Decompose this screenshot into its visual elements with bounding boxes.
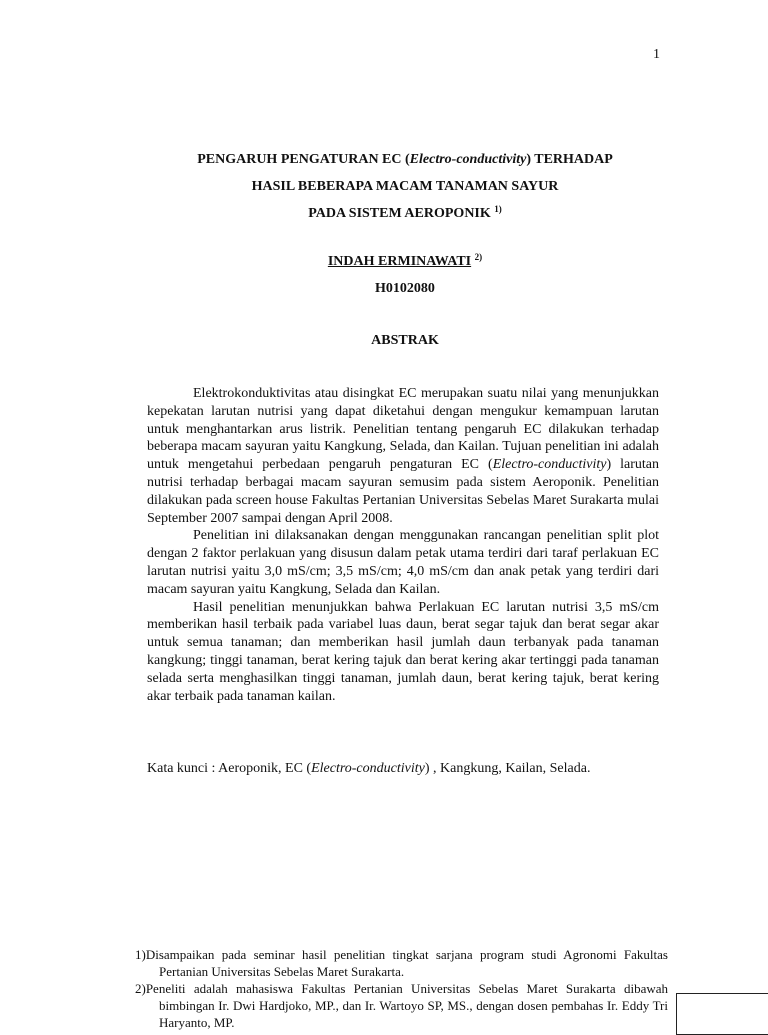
title-line-1-italic: Electro-conductivity	[409, 152, 527, 167]
title-footnote-marker: 1)	[494, 204, 502, 214]
abstract-heading: ABSTRAK	[371, 333, 439, 348]
footnotes	[135, 946, 668, 1031]
abstract-paragraph-1-text-a: Elektrokonduktivitas atau disingkat EC merupakan suatu nilai yang menunjukkan kepekatan larutan nutrisi yang dapat diketahui dengan mengukur kemampuan larutan untuk menghantarkan arus listrik. Penelitian tentang pengaruh EC dilakukan terhadap beberapa macam sayuran yaitu Kangkung, Selada, dan Kailan. Tujuan penelitian ini adalah untuk mengetahui perbedaan pengaruh pengaturan EC (	[147, 386, 659, 473]
abstract-paragraph-2: Penelitian ini dilaksanakan dengan menggunakan rancangan penelitian split plot dengan 2 faktor perlakuan yang disusun dalam petak utama terdiri dari taraf perlakuan EC larutan nutrisi yaitu 3,0 mS/cm; 3,5 mS/cm; 4,0 mS/cm dan anak petak yang terdiri dari macam sayuran yaitu Kangkung, Selada dan Kailan.	[147, 528, 659, 597]
title-line-1	[120, 146, 690, 173]
student-id: H0102080	[375, 281, 435, 296]
abstract-paragraph-1	[147, 385, 659, 527]
author-block	[120, 252, 690, 272]
keywords-text-b: ) , Kangkung, Kailan, Selada.	[424, 761, 591, 776]
keywords-italic: Electro-conductivity	[311, 761, 425, 776]
title-line-1-text-a: PENGARUH PENGATURAN EC (	[197, 152, 410, 167]
abstract-paragraph-1-italic: Electro-conductivity	[492, 457, 607, 473]
title-line-3	[120, 200, 690, 227]
abstract-paragraph-1-text-b: ) larutan nutrisi terhadap berbagai macam sayuran semusim pada sistem Aeroponik. Penelitian dilakukan pada screen house Fakultas Pertanian Universitas Sebelas Maret Surakarta mulai September 2007 sampai dengan April 2008.	[147, 457, 660, 526]
keywords	[147, 761, 667, 777]
abstract-body	[147, 385, 659, 705]
abstract-paragraph-3: Hasil penelitian menunjukkan bahwa Perlakuan EC larutan nutrisi 3,5 mS/cm memberikan hasil terbaik pada variabel luas daun, berat segar tajuk dan berat segar akar untuk semua tanaman; dan memberikan hasil jumlah daun terbanyak pada tanaman kangkung; tinggi tanaman, berat kering tajuk dan berat kering akar tertinggi pada tanaman selada serta menghasilkan tinggi tanaman, jumlah daun, berat kering tajuk, berat kering akar terbaik pada tanaman kailan.	[147, 599, 659, 704]
footnote-2: 2)Peneliti adalah mahasiswa Fakultas Pertanian Universitas Sebelas Maret Surakarta dibawah bimbingan Ir. Dwi Hardjoko, MP., dan Ir. Wartoyo SP, MS., dengan dosen pembahas Ir. Eddy Tri Haryanto, MP.	[135, 981, 668, 1030]
author-footnote-marker: 2)	[474, 252, 483, 262]
title-line-2: HASIL BEBERAPA MACAM TANAMAN SAYUR	[251, 179, 559, 194]
footnote-1: 1)Disampaikan pada seminar hasil penelitian tingkat sarjana program studi Agronomi Fakultas Pertanian Universitas Sebelas Maret Surakarta.	[135, 947, 668, 979]
page-number: 1	[653, 47, 660, 62]
title-line-1-text-b: ) TERHADAP	[526, 152, 613, 167]
title-line-3-text: PADA SISTEM AEROPONIK	[308, 206, 491, 221]
corner-box	[676, 993, 768, 1035]
keywords-text-a: Kata kunci : Aeroponik, EC (	[147, 761, 312, 776]
document-title	[120, 146, 690, 227]
author-name: INDAH ERMINAWATI	[327, 254, 472, 269]
